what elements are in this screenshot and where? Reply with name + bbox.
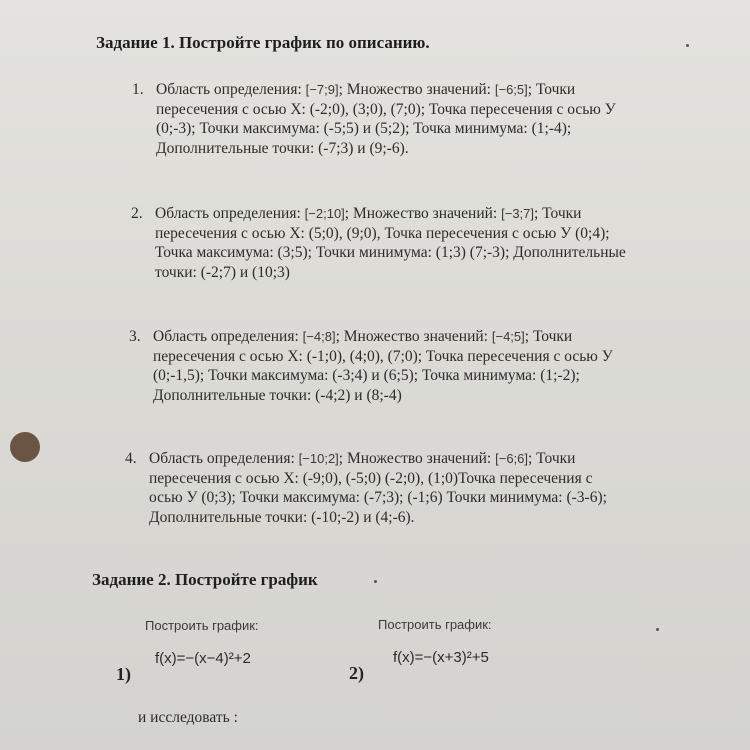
domain-value: [−10;2]	[298, 451, 339, 466]
task1-item	[129, 327, 713, 405]
item-line	[155, 204, 735, 224]
graph2-number: 2)	[349, 663, 364, 683]
range-value: [−4;5]	[491, 329, 525, 344]
points-label: ; Точки	[534, 205, 582, 222]
points-label: ; Точки	[527, 81, 576, 98]
item-line: пересечения с осью X: (-1;0), (4;0), (7;0); Точка пересечения с осью У	[153, 347, 613, 365]
investigate-prompt: и исследовать :	[138, 709, 238, 726]
item-line	[149, 449, 709, 469]
item-line: (0;-3); Точки максимума: (-5;5) и (5;2); Точка минимума: (1;-4);	[156, 120, 572, 137]
graph1-label: Построить график:	[145, 618, 259, 633]
range-value: [−6;5]	[494, 82, 528, 97]
range-label: ; Множество значений:	[335, 328, 492, 345]
domain-value: [−7;9]	[305, 82, 339, 97]
pen-dot	[686, 44, 689, 47]
item-line: Дополнительные точки: (-4;2) и (8;-4)	[153, 386, 402, 404]
item-line	[156, 80, 716, 100]
graph1-formula: f(x)=−(x−4)²+2	[155, 650, 251, 667]
graph1-number: 1)	[116, 664, 131, 684]
item-number: 3.	[129, 328, 141, 345]
item-line: пересечения с осью X: (-2;0), (3;0), (7;0); Точка пересечения с осью У	[156, 100, 616, 118]
punch-hole	[10, 432, 40, 462]
range-label: ; Множество значений:	[338, 450, 496, 467]
domain-label: Область определения:	[153, 328, 303, 345]
pen-dot	[374, 580, 377, 583]
graph2-label: Построить график:	[378, 617, 492, 632]
range-value: [−6;6]	[495, 451, 528, 466]
domain-label: Область определения:	[155, 205, 305, 222]
item-line: Дополнительные точки: (-10;-2) и (4;-6).	[149, 508, 415, 526]
pen-dot	[656, 628, 659, 631]
domain-label: Область определения:	[156, 81, 306, 98]
domain-label: Область определения:	[149, 450, 299, 467]
task1-item	[125, 449, 709, 527]
graph2-formula: f(x)=−(x+3)²+5	[393, 649, 489, 666]
range-label: ; Множество значений:	[344, 205, 502, 222]
item-line: осью У (0;3); Точки максимума: (-7;3); (-1;6) Точки минимума: (-3-6);	[149, 489, 607, 506]
item-line: Точка максимума: (3;5); Точки минимума: (1;3) (7;-3); Дополнительные	[155, 244, 626, 261]
item-line: Дополнительные точки: (-7;3) и (9;-6).	[156, 139, 409, 157]
item-line: пересечения с осью X: (5;0), (9;0), Точка пересечения с осью У (0;4);	[155, 224, 610, 242]
range-value: [−3;7]	[501, 206, 534, 221]
item-line: пересечения с осью X: (-9;0), (-5;0) (-2;0), (1;0)Точка пересечения с	[149, 469, 593, 487]
item-number: 2.	[131, 205, 143, 222]
task1-title: Задание 1. Постройте график по описанию.	[96, 33, 430, 52]
item-line: (0;-1,5); Точки максимума: (-3;4) и (6;5); Точка минимума: (1;-2);	[153, 367, 580, 384]
item-line	[153, 327, 713, 347]
range-label: ; Множество значений:	[338, 81, 495, 98]
domain-value: [−4;8]	[302, 329, 336, 344]
points-label: ; Точки	[524, 328, 573, 345]
task1-item	[131, 204, 735, 282]
points-label: ; Точки	[528, 450, 576, 467]
item-line: точки: (-2;7) и (10;3)	[155, 263, 290, 281]
domain-value: [−2;10]	[304, 206, 345, 221]
task2-title: Задание 2. Постройте график	[92, 570, 318, 589]
item-number: 1.	[132, 81, 144, 98]
task1-item	[132, 80, 716, 158]
item-number: 4.	[125, 450, 137, 467]
